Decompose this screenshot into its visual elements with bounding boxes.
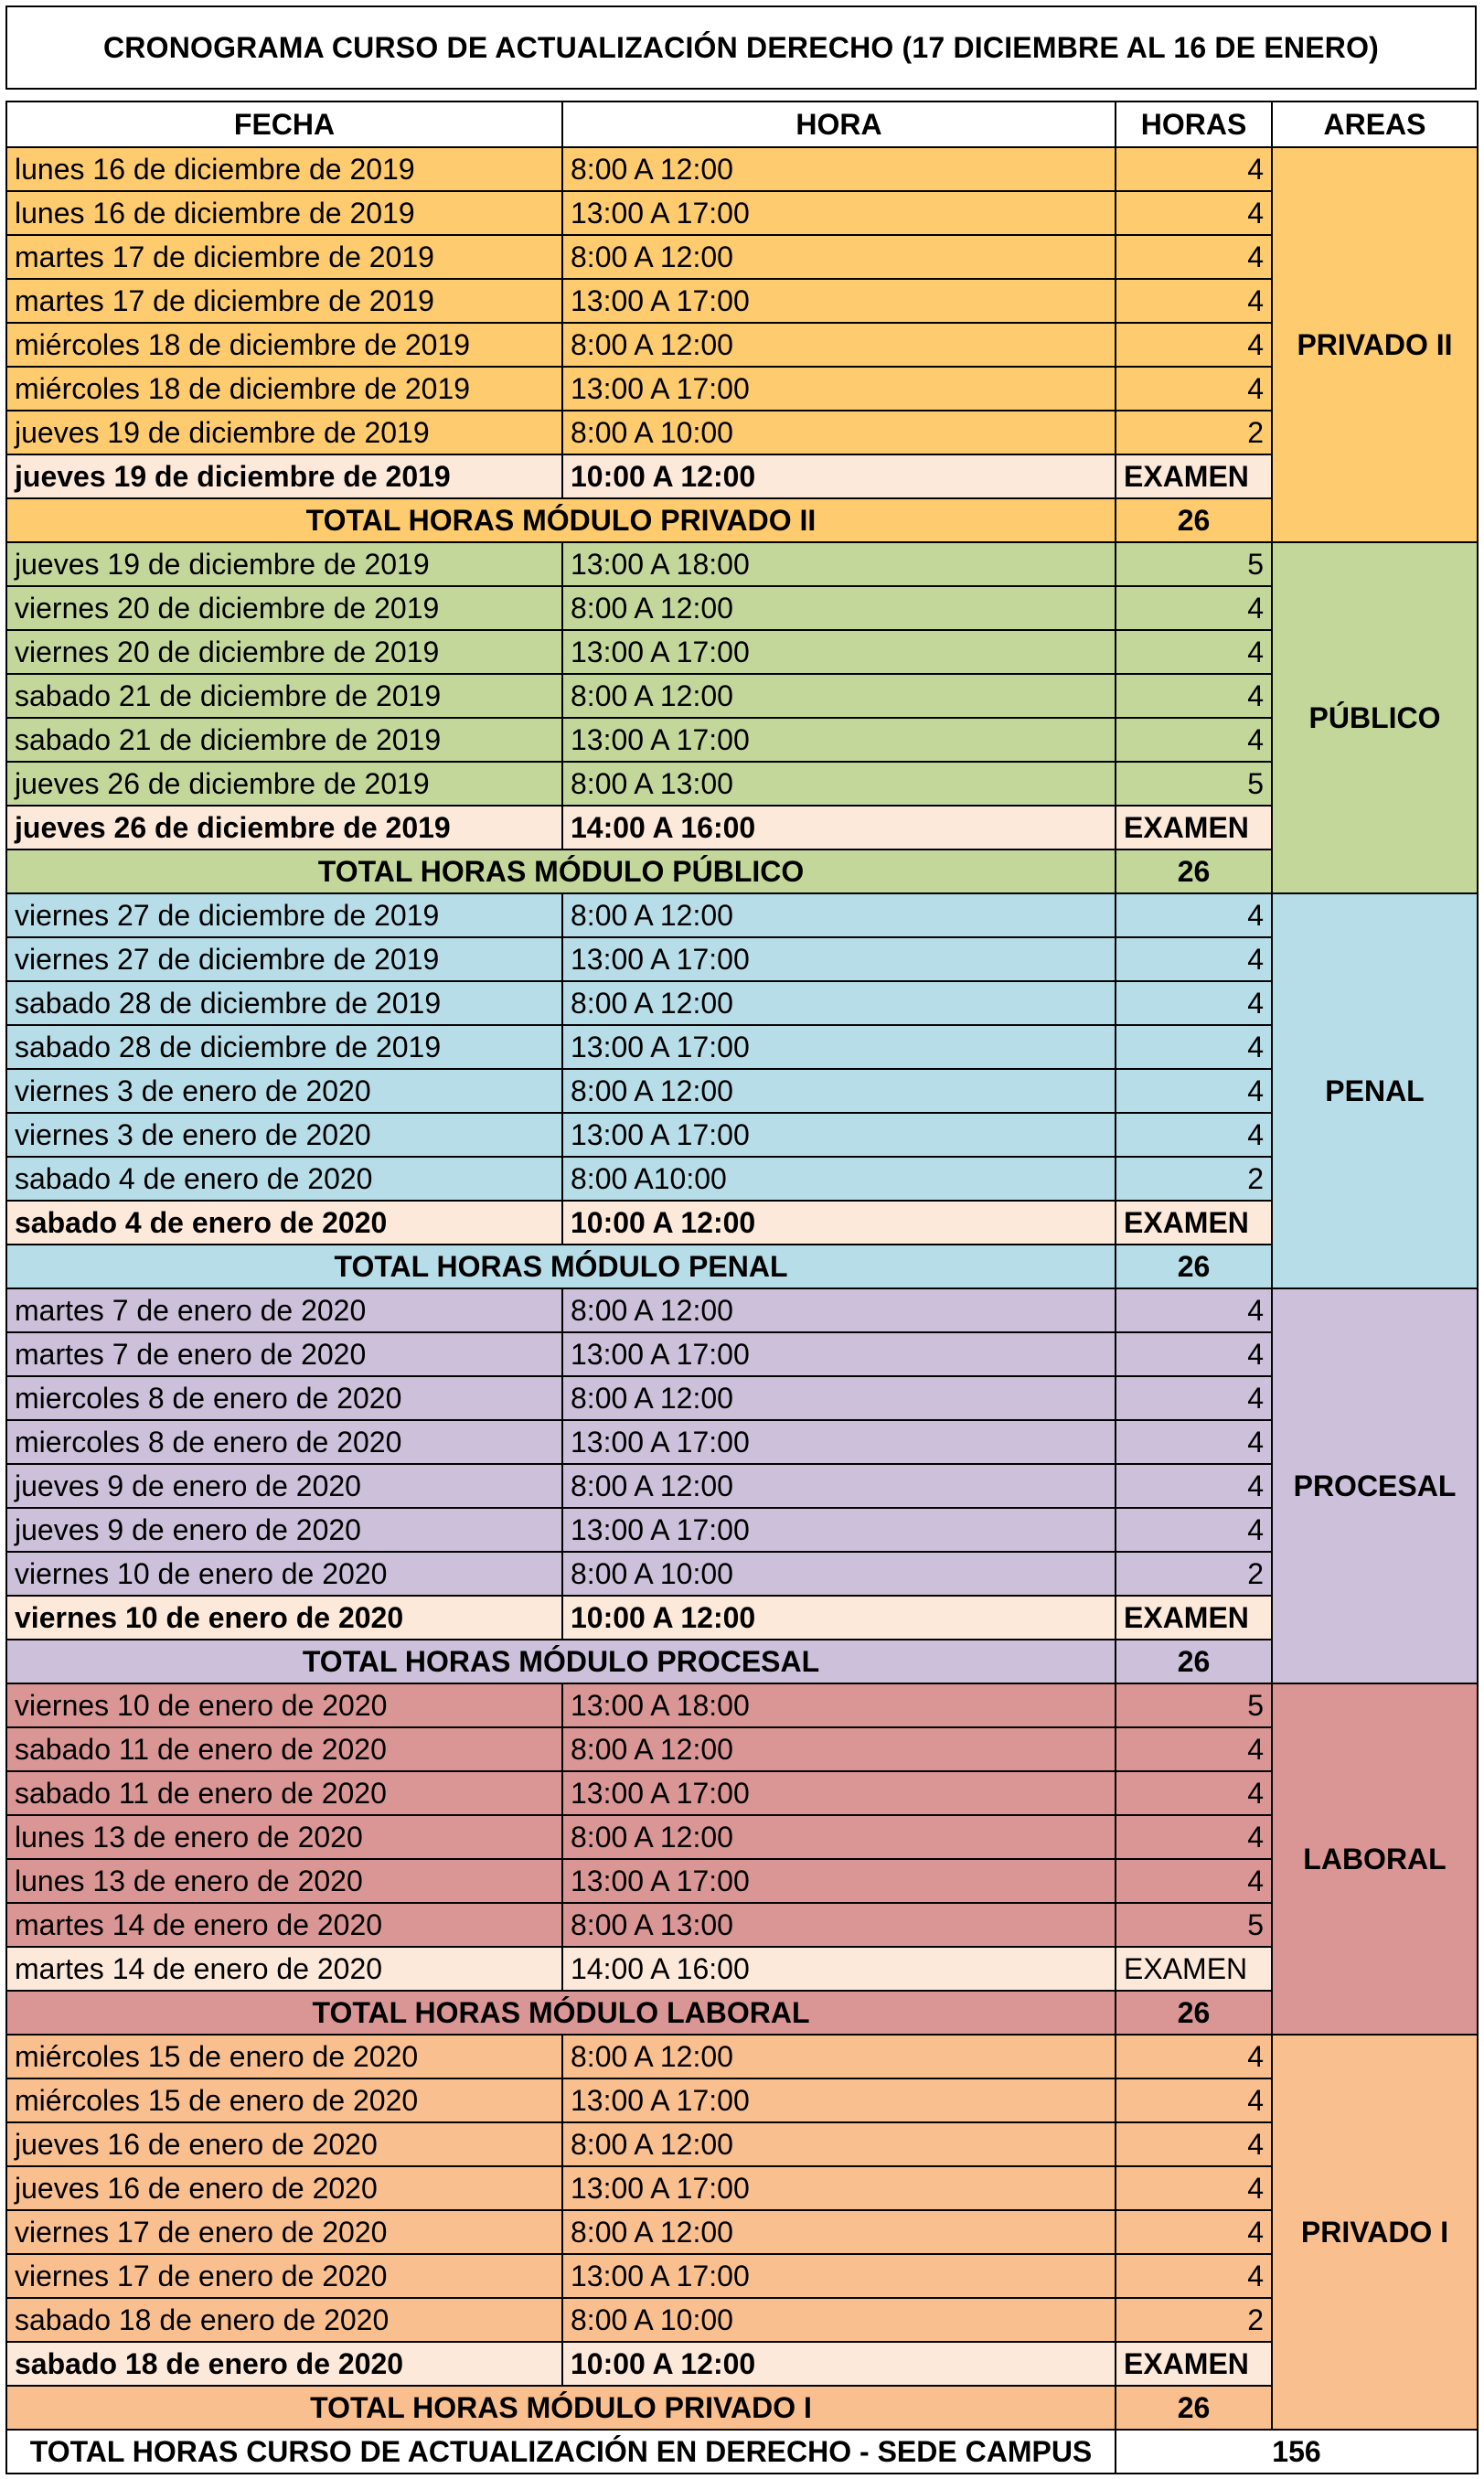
cell-fecha: sabado 11 de enero de 2020	[6, 1727, 562, 1771]
cell-hora: 8:00 A 12:00	[562, 235, 1116, 279]
table-row	[6, 411, 1478, 454]
cell-fecha: sabado 18 de enero de 2020	[6, 2342, 562, 2386]
cell-horas: 5	[1116, 762, 1272, 806]
cell-hora: 14:00 A 16:00	[562, 1947, 1116, 1991]
module-total-row	[6, 1640, 1478, 1683]
cell-fecha: jueves 26 de diciembre de 2019	[6, 762, 562, 806]
cell-fecha: sabado 4 de enero de 2020	[6, 1201, 562, 1245]
table-row	[6, 2122, 1478, 2166]
cell-hora: 8:00 A 12:00	[562, 1069, 1116, 1113]
cell-hora: 8:00 A 12:00	[562, 147, 1116, 191]
schedule-table	[5, 101, 1479, 2474]
cell-horas: 4	[1116, 1332, 1272, 1376]
cell-horas: 4	[1116, 1727, 1272, 1771]
header-areas: AREAS	[1272, 102, 1478, 147]
module-total-row	[6, 1245, 1478, 1288]
cell-hora: 8:00 A 10:00	[562, 1552, 1116, 1596]
exam-row	[6, 2342, 1478, 2386]
header-hora: HORA	[562, 102, 1116, 147]
cell-fecha: viernes 3 de enero de 2020	[6, 1069, 562, 1113]
table-row	[6, 1903, 1478, 1947]
module-total-value: 26	[1116, 1640, 1272, 1683]
cell-hora: 13:00 A 17:00	[562, 718, 1116, 762]
cell-horas: 4	[1116, 586, 1272, 630]
table-row	[6, 586, 1478, 630]
table-row	[6, 2298, 1478, 2342]
cell-fecha: miercoles 8 de enero de 2020	[6, 1376, 562, 1420]
cell-horas: 4	[1116, 147, 1272, 191]
cell-hora: 8:00 A 12:00	[562, 1464, 1116, 1508]
cell-horas: 4	[1116, 718, 1272, 762]
module-total-value: 26	[1116, 849, 1272, 893]
cell-hora: 13:00 A 18:00	[562, 542, 1116, 586]
cell-hora: 13:00 A 17:00	[562, 2166, 1116, 2210]
cell-examen: EXAMEN	[1116, 2342, 1272, 2386]
cell-horas: 5	[1116, 1903, 1272, 1947]
cell-horas: 4	[1116, 1815, 1272, 1859]
cell-fecha: viernes 20 de diciembre de 2019	[6, 630, 562, 674]
cell-horas: 4	[1116, 323, 1272, 367]
cell-hora: 13:00 A 17:00	[562, 1332, 1116, 1376]
cell-horas: 4	[1116, 893, 1272, 937]
cell-hora: 13:00 A 17:00	[562, 279, 1116, 323]
module-total-label: TOTAL HORAS MÓDULO PRIVADO II	[6, 498, 1116, 542]
cell-fecha: viernes 27 de diciembre de 2019	[6, 893, 562, 937]
cell-hora: 13:00 A 17:00	[562, 1420, 1116, 1464]
cell-horas: 5	[1116, 1683, 1272, 1727]
table-row	[6, 1332, 1478, 1376]
cell-fecha: jueves 19 de diciembre de 2019	[6, 411, 562, 454]
schedule-body	[6, 147, 1478, 2430]
cell-fecha: martes 14 de enero de 2020	[6, 1903, 562, 1947]
exam-row	[6, 1596, 1478, 1640]
module-total-label: TOTAL HORAS MÓDULO PENAL	[6, 1245, 1116, 1288]
cell-fecha: lunes 16 de diciembre de 2019	[6, 147, 562, 191]
module-total-value: 26	[1116, 498, 1272, 542]
table-row	[6, 279, 1478, 323]
table-row	[6, 1157, 1478, 1201]
table-row	[6, 1771, 1478, 1815]
cell-horas: 4	[1116, 630, 1272, 674]
cell-hora: 8:00 A 12:00	[562, 2210, 1116, 2254]
module-total-value: 26	[1116, 2386, 1272, 2430]
cell-hora: 8:00 A 13:00	[562, 1903, 1116, 1947]
exam-row	[6, 1201, 1478, 1245]
header-horas: HORAS	[1116, 102, 1272, 147]
cell-fecha: sabado 28 de diciembre de 2019	[6, 1025, 562, 1069]
module-total-row	[6, 1991, 1478, 2035]
cell-hora: 8:00 A 12:00	[562, 893, 1116, 937]
cell-horas: 4	[1116, 1376, 1272, 1420]
module-total-label: TOTAL HORAS MÓDULO PRIVADO I	[6, 2386, 1116, 2430]
table-row	[6, 1420, 1478, 1464]
cell-fecha: martes 7 de enero de 2020	[6, 1288, 562, 1332]
cell-hora: 13:00 A 17:00	[562, 1508, 1116, 1552]
cell-horas: 4	[1116, 1025, 1272, 1069]
cell-horas: 2	[1116, 1552, 1272, 1596]
table-row	[6, 1859, 1478, 1903]
module-total-label: TOTAL HORAS MÓDULO PÚBLICO	[6, 849, 1116, 893]
cell-fecha: lunes 13 de enero de 2020	[6, 1815, 562, 1859]
cell-hora: 8:00 A 12:00	[562, 1727, 1116, 1771]
cell-horas: 4	[1116, 191, 1272, 235]
cell-horas: 4	[1116, 1508, 1272, 1552]
cell-hora: 8:00 A 10:00	[562, 411, 1116, 454]
cell-horas: 2	[1116, 1157, 1272, 1201]
exam-row	[6, 1947, 1478, 1991]
table-row	[6, 718, 1478, 762]
cell-fecha: viernes 10 de enero de 2020	[6, 1552, 562, 1596]
cell-hora: 10:00 A 12:00	[562, 1201, 1116, 1245]
exam-row	[6, 454, 1478, 498]
cell-horas: 4	[1116, 1771, 1272, 1815]
cell-fecha: jueves 19 de diciembre de 2019	[6, 542, 562, 586]
cell-horas: 4	[1116, 937, 1272, 981]
table-row	[6, 1508, 1478, 1552]
cell-hora: 8:00 A 12:00	[562, 1288, 1116, 1332]
cell-fecha: viernes 20 de diciembre de 2019	[6, 586, 562, 630]
grand-total-row	[6, 2430, 1478, 2474]
table-row	[6, 630, 1478, 674]
cell-examen: EXAMEN	[1116, 1201, 1272, 1245]
cell-horas: 4	[1116, 1069, 1272, 1113]
table-row	[6, 1727, 1478, 1771]
cell-hora: 8:00 A 12:00	[562, 2035, 1116, 2078]
table-row	[6, 1025, 1478, 1069]
cell-fecha: sabado 4 de enero de 2020	[6, 1157, 562, 1201]
cell-hora: 13:00 A 17:00	[562, 630, 1116, 674]
cell-fecha: miércoles 15 de enero de 2020	[6, 2078, 562, 2122]
cell-fecha: jueves 16 de enero de 2020	[6, 2166, 562, 2210]
cell-fecha: sabado 21 de diciembre de 2019	[6, 718, 562, 762]
area-label: PRIVADO II	[1272, 147, 1478, 542]
table-row	[6, 893, 1478, 937]
table-row	[6, 1113, 1478, 1157]
table-row	[6, 2166, 1478, 2210]
cell-examen: EXAMEN	[1116, 1596, 1272, 1640]
cell-hora: 10:00 A 12:00	[562, 454, 1116, 498]
cell-horas: 4	[1116, 1420, 1272, 1464]
cell-hora: 13:00 A 17:00	[562, 937, 1116, 981]
cell-hora: 10:00 A 12:00	[562, 2342, 1116, 2386]
cell-hora: 8:00 A 10:00	[562, 2298, 1116, 2342]
cell-fecha: jueves 19 de diciembre de 2019	[6, 454, 562, 498]
cell-hora: 8:00 A10:00	[562, 1157, 1116, 1201]
header-row	[6, 102, 1478, 147]
cell-fecha: martes 17 de diciembre de 2019	[6, 279, 562, 323]
table-row	[6, 2254, 1478, 2298]
table-row	[6, 1683, 1478, 1727]
cell-fecha: jueves 26 de diciembre de 2019	[6, 806, 562, 849]
cell-fecha: sabado 11 de enero de 2020	[6, 1771, 562, 1815]
table-row	[6, 323, 1478, 367]
module-total-value: 26	[1116, 1991, 1272, 2035]
area-label: PRIVADO I	[1272, 2035, 1478, 2430]
cell-horas: 4	[1116, 367, 1272, 411]
cell-horas: 2	[1116, 2298, 1272, 2342]
exam-row	[6, 806, 1478, 849]
module-total-value: 26	[1116, 1245, 1272, 1288]
table-row	[6, 2078, 1478, 2122]
table-row	[6, 674, 1478, 718]
cell-hora: 8:00 A 13:00	[562, 762, 1116, 806]
cell-fecha: jueves 9 de enero de 2020	[6, 1464, 562, 1508]
cell-hora: 8:00 A 12:00	[562, 2122, 1116, 2166]
module-total-label: TOTAL HORAS MÓDULO LABORAL	[6, 1991, 1116, 2035]
cell-hora: 10:00 A 12:00	[562, 1596, 1116, 1640]
area-label: PROCESAL	[1272, 1288, 1478, 1683]
grand-total-label: TOTAL HORAS CURSO DE ACTUALIZACIÓN EN DERECHO - SEDE CAMPUS	[6, 2430, 1116, 2474]
cell-fecha: martes 7 de enero de 2020	[6, 1332, 562, 1376]
cell-hora: 8:00 A 12:00	[562, 323, 1116, 367]
cell-fecha: sabado 18 de enero de 2020	[6, 2298, 562, 2342]
area-label: PÚBLICO	[1272, 542, 1478, 893]
table-row	[6, 367, 1478, 411]
cell-horas: 4	[1116, 981, 1272, 1025]
cell-fecha: viernes 17 de enero de 2020	[6, 2254, 562, 2298]
table-row	[6, 762, 1478, 806]
cell-fecha: lunes 16 de diciembre de 2019	[6, 191, 562, 235]
table-row	[6, 981, 1478, 1025]
cell-hora: 13:00 A 17:00	[562, 1113, 1116, 1157]
cell-horas: 5	[1116, 542, 1272, 586]
cell-horas: 4	[1116, 1464, 1272, 1508]
area-label: PENAL	[1272, 893, 1478, 1288]
cell-hora: 13:00 A 17:00	[562, 367, 1116, 411]
cell-fecha: viernes 10 de enero de 2020	[6, 1596, 562, 1640]
cell-horas: 4	[1116, 2166, 1272, 2210]
module-total-row	[6, 2386, 1478, 2430]
header-fecha: FECHA	[6, 102, 562, 147]
module-total-row	[6, 498, 1478, 542]
table-row	[6, 191, 1478, 235]
module-total-row	[6, 849, 1478, 893]
cell-horas: 4	[1116, 2122, 1272, 2166]
cell-hora: 8:00 A 12:00	[562, 674, 1116, 718]
cell-hora: 13:00 A 18:00	[562, 1683, 1116, 1727]
cell-fecha: miércoles 15 de enero de 2020	[6, 2035, 562, 2078]
cell-fecha: viernes 17 de enero de 2020	[6, 2210, 562, 2254]
cell-fecha: miércoles 18 de diciembre de 2019	[6, 367, 562, 411]
cell-fecha: viernes 27 de diciembre de 2019	[6, 937, 562, 981]
cell-hora: 8:00 A 12:00	[562, 586, 1116, 630]
area-label: LABORAL	[1272, 1683, 1478, 2035]
module-total-label: TOTAL HORAS MÓDULO PROCESAL	[6, 1640, 1116, 1683]
table-row	[6, 1376, 1478, 1420]
cell-horas: 4	[1116, 674, 1272, 718]
table-row	[6, 937, 1478, 981]
grand-total-value: 156	[1116, 2430, 1478, 2474]
table-row	[6, 147, 1478, 191]
cell-hora: 13:00 A 17:00	[562, 1859, 1116, 1903]
table-row	[6, 1552, 1478, 1596]
cell-hora: 8:00 A 12:00	[562, 1376, 1116, 1420]
cell-horas: 4	[1116, 2078, 1272, 2122]
cell-hora: 13:00 A 17:00	[562, 2254, 1116, 2298]
cell-fecha: viernes 3 de enero de 2020	[6, 1113, 562, 1157]
cell-fecha: viernes 10 de enero de 2020	[6, 1683, 562, 1727]
cell-examen: EXAMEN	[1116, 806, 1272, 849]
table-row	[6, 1288, 1478, 1332]
table-row	[6, 2210, 1478, 2254]
table-row	[6, 1815, 1478, 1859]
cell-horas: 4	[1116, 1113, 1272, 1157]
cell-horas: 4	[1116, 279, 1272, 323]
table-row	[6, 542, 1478, 586]
cell-hora: 13:00 A 17:00	[562, 191, 1116, 235]
cell-fecha: sabado 21 de diciembre de 2019	[6, 674, 562, 718]
cell-examen: EXAMEN	[1116, 454, 1272, 498]
cell-fecha: miércoles 18 de diciembre de 2019	[6, 323, 562, 367]
cell-hora: 8:00 A 12:00	[562, 981, 1116, 1025]
cell-horas: 4	[1116, 2210, 1272, 2254]
cell-examen: EXAMEN	[1116, 1947, 1272, 1991]
cell-horas: 4	[1116, 2254, 1272, 2298]
cell-hora: 13:00 A 17:00	[562, 1771, 1116, 1815]
table-row	[6, 1069, 1478, 1113]
cell-fecha: jueves 16 de enero de 2020	[6, 2122, 562, 2166]
cell-fecha: martes 14 de enero de 2020	[6, 1947, 562, 1991]
cell-hora: 8:00 A 12:00	[562, 1815, 1116, 1859]
table-row	[6, 1464, 1478, 1508]
cell-fecha: martes 17 de diciembre de 2019	[6, 235, 562, 279]
table-row	[6, 2035, 1478, 2078]
cell-fecha: miercoles 8 de enero de 2020	[6, 1420, 562, 1464]
cell-hora: 13:00 A 17:00	[562, 1025, 1116, 1069]
cell-hora: 13:00 A 17:00	[562, 2078, 1116, 2122]
cell-horas: 4	[1116, 2035, 1272, 2078]
cell-horas: 4	[1116, 235, 1272, 279]
cell-fecha: jueves 9 de enero de 2020	[6, 1508, 562, 1552]
cell-fecha: lunes 13 de enero de 2020	[6, 1859, 562, 1903]
cell-fecha: sabado 28 de diciembre de 2019	[6, 981, 562, 1025]
page-title: CRONOGRAMA CURSO DE ACTUALIZACIÓN DERECHO (17 DICIEMBRE AL 16 DE ENERO)	[5, 5, 1477, 90]
cell-horas: 4	[1116, 1859, 1272, 1903]
table-row	[6, 235, 1478, 279]
cell-hora: 14:00 A 16:00	[562, 806, 1116, 849]
cell-horas: 2	[1116, 411, 1272, 454]
cell-horas: 4	[1116, 1288, 1272, 1332]
